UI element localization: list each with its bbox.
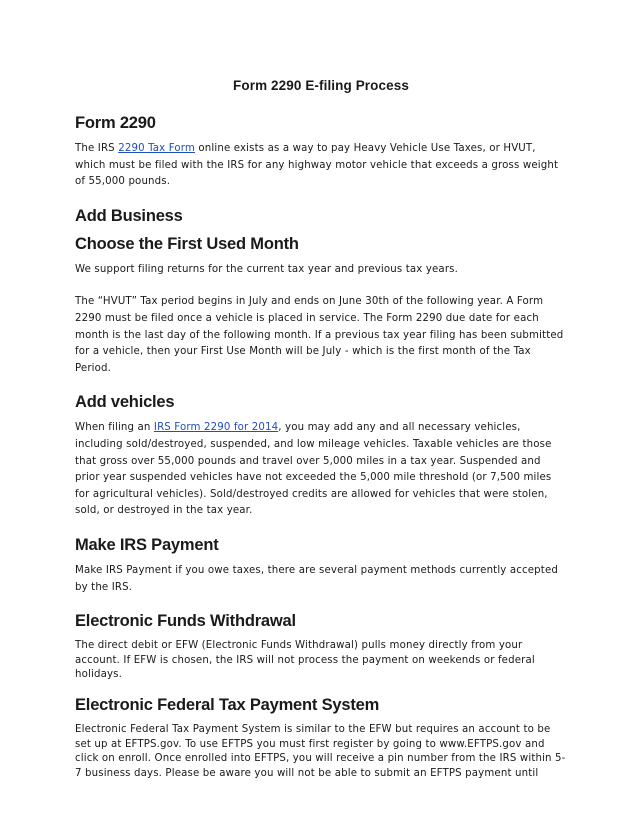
heading-add-business: Add Business bbox=[75, 206, 183, 225]
section-first-used-month bbox=[75, 235, 567, 378]
paragraph-first-used-month-2: The “HVUT” Tax period begins in July and ends on June 30th of the following year. A Form 2290 must be filed once a vehicle is placed in service. The Form 2290 due date for each month is the last day of the following month. If a previous tax year filing has been submitted for a vehicle, then your First Use Month will be July - which is the first month of the Tax Period. bbox=[75, 296, 564, 374]
paragraph-add-vehicles bbox=[75, 420, 567, 520]
document-page bbox=[75, 78, 567, 795]
section-eftps bbox=[75, 696, 567, 781]
heading-efw: Electronic Funds Withdrawal bbox=[75, 612, 296, 631]
section-irs-payment bbox=[75, 536, 567, 596]
section-add-business bbox=[75, 207, 567, 226]
section-form-2290 bbox=[75, 114, 567, 191]
document-title: Form 2290 E-filing Process bbox=[233, 78, 409, 93]
link-irs-form-2290-2014[interactable]: IRS Form 2290 for 2014 bbox=[153, 422, 279, 434]
section-add-vehicles bbox=[75, 393, 567, 520]
text-segment: , you may add any and all necessary vehicles, including sold/destroyed, suspended, and low mileage vehicles. Taxable vehicles are those that gross over 55,000 pounds and travel over 5,000 miles in a tax year. Suspended and prior year suspended vehicles have not exceeded the 5,000 mile threshold (or 7,500 miles for agricultural vehicles). Sold/destroyed credits are allowed for vehicles that were stolen, sold, or destroyed in the tax year. bbox=[75, 422, 552, 517]
heading-add-vehicles: Add vehicles bbox=[75, 393, 175, 412]
paragraph-first-used-month-1: We support filing returns for the current tax year and previous tax years. bbox=[75, 263, 459, 275]
heading-eftps: Electronic Federal Tax Payment System bbox=[75, 696, 380, 715]
paragraph-irs-payment: Make IRS Payment if you owe taxes, there are several payment methods currently accepted by the IRS. bbox=[75, 564, 558, 593]
link-2290-tax-form[interactable]: 2290 Tax Form bbox=[118, 143, 196, 154]
text-segment: online exists as a way to pay Heavy Vehicle Use Taxes, or HVUT, which must be filed with the IRS for any highway motor vehicle that exceeds a gross weight of 55,000 pounds. bbox=[75, 143, 559, 188]
paragraph-eftps: Electronic Federal Tax Payment System is similar to the EFW but requires an account to be set up at EFTPS.gov. To use EFTPS you must first register by going to www.EFTPS.gov and click on enroll. Once enrolled into EFTPS, you will receive a pin number from the IRS within 5-7 business days. Please be aware you will not be able to submit an EFTPS payment until bbox=[75, 724, 566, 779]
heading-form-2290: Form 2290 bbox=[75, 114, 156, 132]
heading-irs-payment: Make IRS Payment bbox=[75, 535, 219, 554]
section-efw bbox=[75, 612, 567, 682]
text-segment: The IRS bbox=[75, 143, 119, 154]
text-segment: When filing an bbox=[75, 422, 154, 434]
heading-first-used-month: Choose the First Used Month bbox=[75, 234, 299, 253]
paragraph-efw: The direct debit or EFW (Electronic Funds Withdrawal) pulls money directly from your account. If EFW is chosen, the IRS will not process the payment on weekends or federal holidays. bbox=[75, 640, 535, 680]
paragraph-form-2290 bbox=[75, 141, 567, 191]
